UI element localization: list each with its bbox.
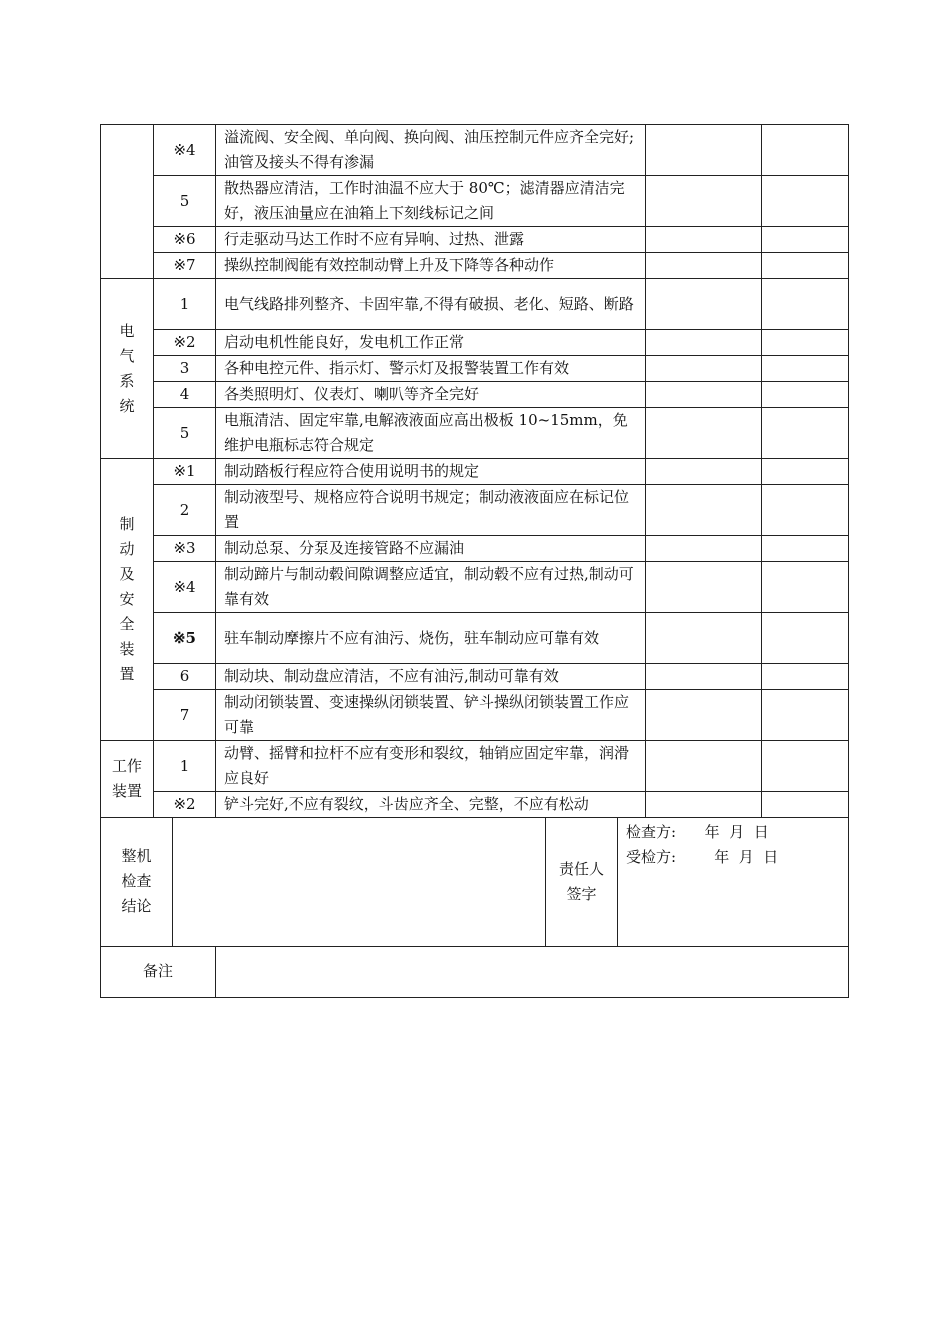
remark-cell[interactable] (762, 690, 849, 741)
remark-cell[interactable] (762, 741, 849, 792)
remarks-field[interactable] (216, 947, 849, 998)
remark-cell[interactable] (762, 356, 849, 382)
result-cell[interactable] (646, 485, 762, 536)
conclusion-table (100, 818, 849, 947)
table-row (101, 382, 849, 408)
inspection-table (100, 124, 849, 818)
item-requirement: 操纵控制阀能有效控制动臂上升及下降等各种动作 (216, 253, 646, 279)
item-number: 4 (154, 382, 216, 408)
category-electrical: 电 气 系 统 (101, 279, 154, 459)
result-cell[interactable] (646, 176, 762, 227)
remark-cell[interactable] (762, 253, 849, 279)
remark-cell[interactable] (762, 330, 849, 356)
item-number: 6 (154, 664, 216, 690)
item-requirement: 散热器应清洁，工作时油温不应大于 80℃；滤清器应清洁完好，液压油量应在油箱上下刻线标记之间 (216, 176, 646, 227)
result-cell[interactable] (646, 741, 762, 792)
item-requirement: 制动闭锁装置、变速操纵闭锁装置、铲斗操纵闭锁装置工作应可靠 (216, 690, 646, 741)
item-number: ※4 (154, 562, 216, 613)
result-cell[interactable] (646, 792, 762, 818)
item-number: ※5 (154, 613, 216, 664)
item-number: ※2 (154, 330, 216, 356)
item-requirement: 启动电机性能良好，发电机工作正常 (216, 330, 646, 356)
table-row (101, 459, 849, 485)
remark-cell[interactable] (762, 227, 849, 253)
item-requirement: 动臂、摇臂和拉杆不应有变形和裂纹，轴销应固定牢靠，润滑应良好 (216, 741, 646, 792)
result-cell[interactable] (646, 253, 762, 279)
item-number: ※4 (154, 125, 216, 176)
result-cell[interactable] (646, 562, 762, 613)
result-cell[interactable] (646, 690, 762, 741)
conclusion-field[interactable] (173, 818, 546, 946)
remarks-table (100, 947, 849, 999)
result-cell[interactable] (646, 536, 762, 562)
item-requirement: 电气线路排列整齐、卡固牢靠,不得有破损、老化、短路、断路 (216, 279, 646, 330)
item-number: ※2 (154, 792, 216, 818)
item-number: ※1 (154, 459, 216, 485)
remark-cell[interactable] (762, 459, 849, 485)
table-row (101, 741, 849, 792)
item-requirement: 各种电控元件、指示灯、警示灯及报警装置工作有效 (216, 356, 646, 382)
item-requirement: 铲斗完好,不应有裂纹，斗齿应齐全、完整，不应有松动 (216, 792, 646, 818)
item-requirement: 制动总泵、分泵及连接管路不应漏油 (216, 536, 646, 562)
result-cell[interactable] (646, 613, 762, 664)
item-requirement: 制动踏板行程应符合使用说明书的规定 (216, 459, 646, 485)
item-requirement: 各类照明灯、仪表灯、喇叭等齐全完好 (216, 382, 646, 408)
table-row (101, 536, 849, 562)
item-number: 5 (154, 408, 216, 459)
item-number: ※6 (154, 227, 216, 253)
remark-cell[interactable] (762, 792, 849, 818)
result-cell[interactable] (646, 279, 762, 330)
table-row (101, 562, 849, 613)
result-cell[interactable] (646, 356, 762, 382)
remark-cell[interactable] (762, 664, 849, 690)
inspector-sign-line: 检查方: 年 月 日 (626, 823, 769, 841)
result-cell[interactable] (646, 459, 762, 485)
item-number: 5 (154, 176, 216, 227)
conclusion-label: 整机 检查 结论 (101, 818, 173, 946)
table-row (101, 613, 849, 664)
table-row (101, 408, 849, 459)
table-row (101, 253, 849, 279)
table-row (101, 330, 849, 356)
conclusion-row (101, 818, 849, 946)
remark-cell[interactable] (762, 279, 849, 330)
item-requirement: 驻车制动摩擦片不应有油污、烧伤，驻车制动应可靠有效 (216, 613, 646, 664)
result-cell[interactable] (646, 664, 762, 690)
inspected-sign-line: 受检方: 年 月 日 (626, 848, 779, 866)
remark-cell[interactable] (762, 408, 849, 459)
table-row (101, 792, 849, 818)
remark-cell[interactable] (762, 536, 849, 562)
signature-field[interactable] (618, 818, 849, 946)
remark-cell[interactable] (762, 613, 849, 664)
table-row (101, 125, 849, 176)
table-row (101, 279, 849, 330)
item-requirement: 制动蹄片与制动毂间隙调整应适宜，制动毂不应有过热,制动可靠有效 (216, 562, 646, 613)
table-row (101, 690, 849, 741)
result-cell[interactable] (646, 408, 762, 459)
category-work-device: 工作 装置 (101, 741, 154, 818)
item-number: 3 (154, 356, 216, 382)
item-number: 7 (154, 690, 216, 741)
signer-label: 责任人 签字 (546, 818, 618, 946)
item-number: ※3 (154, 536, 216, 562)
result-cell[interactable] (646, 227, 762, 253)
result-cell[interactable] (646, 125, 762, 176)
item-requirement: 电瓶清洁、固定牢靠,电解液液面应高出极板 10~15mm，免维护电瓶标志符合规定 (216, 408, 646, 459)
table-row (101, 356, 849, 382)
item-requirement: 行走驱动马达工作时不应有异响、过热、泄露 (216, 227, 646, 253)
item-number: 2 (154, 485, 216, 536)
inspection-form (100, 124, 848, 998)
table-row (101, 227, 849, 253)
remark-cell[interactable] (762, 176, 849, 227)
item-requirement: 制动液型号、规格应符合说明书规定；制动液液面应在标记位置 (216, 485, 646, 536)
remark-cell[interactable] (762, 125, 849, 176)
item-requirement: 制动块、制动盘应清洁，不应有油污,制动可靠有效 (216, 664, 646, 690)
item-number: 1 (154, 279, 216, 330)
result-cell[interactable] (646, 330, 762, 356)
remark-cell[interactable] (762, 562, 849, 613)
remarks-label: 备注 (101, 947, 216, 998)
remark-cell[interactable] (762, 382, 849, 408)
table-row (101, 176, 849, 227)
table-row (101, 485, 849, 536)
category-cell-hydraulic (101, 125, 154, 279)
item-number: ※7 (154, 253, 216, 279)
remark-cell[interactable] (762, 485, 849, 536)
table-row (101, 664, 849, 690)
item-number: 1 (154, 741, 216, 792)
remarks-row (101, 947, 849, 998)
result-cell[interactable] (646, 382, 762, 408)
item-requirement: 溢流阀、安全阀、单向阀、换向阀、油压控制元件应齐全完好;油管及接头不得有渗漏 (216, 125, 646, 176)
category-brake: 制 动 及 安 全 装 置 (101, 459, 154, 741)
